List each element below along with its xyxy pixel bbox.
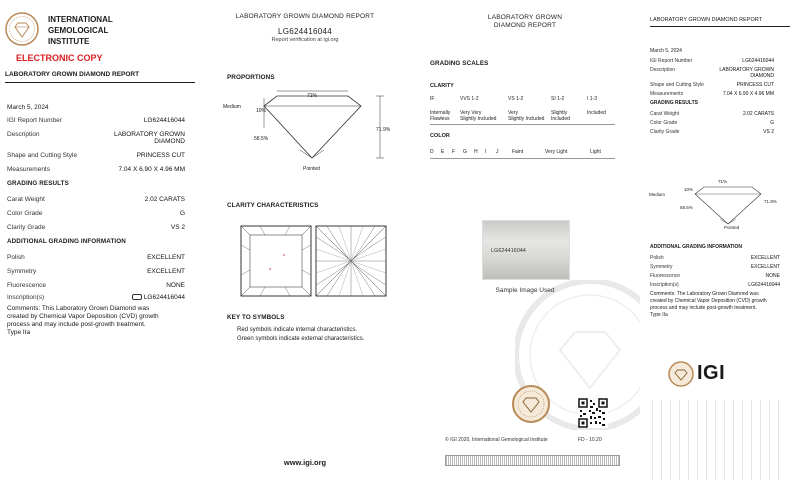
- comments-line-4: Type IIa: [650, 312, 668, 318]
- row-label: Fluorescence: [650, 273, 681, 279]
- clarity-grade-vvs: VVS 1-2: [460, 96, 479, 102]
- description-line-2: DIAMOND: [154, 138, 185, 145]
- pavilion-percent: 58.5%: [254, 136, 269, 142]
- sample-inscription-text: LG624416044: [491, 248, 526, 254]
- mini-depth-percent: 71.9%: [764, 199, 777, 204]
- row-label: Inscription(s): [7, 294, 45, 301]
- security-strip: [445, 455, 620, 466]
- row-label: Clarity Grade: [650, 129, 680, 135]
- comments-line-3: process and may include post-growth treatment.: [650, 305, 757, 311]
- row-value: G: [179, 210, 185, 217]
- grading-results-heading: GRADING RESULTS: [7, 180, 69, 187]
- girdle-label: Medium: [223, 104, 241, 110]
- sample-inscription-image: [482, 220, 570, 280]
- report-date: March 5, 2024: [650, 48, 682, 54]
- proportions-heading: PROPORTIONS: [227, 74, 275, 81]
- description-row: [7, 131, 185, 145]
- row-value: EXCELLENT: [750, 264, 780, 270]
- verification-text: Report verification at igi.org: [271, 37, 339, 43]
- carat-row: [650, 111, 774, 117]
- clarity-grade-vs: VS 1-2: [508, 96, 524, 102]
- row-label: Fluorescence: [7, 282, 47, 289]
- shape-row: [7, 152, 185, 159]
- igi-seal-logo: [5, 12, 39, 46]
- clarity-desc-vs-1: Very: [508, 110, 519, 116]
- color-grade-very-light: Very Light: [545, 149, 568, 155]
- org-name-line-1: INTERNATIONAL: [48, 15, 113, 24]
- culet-label: Pointed: [303, 166, 320, 172]
- row-value: VS 2: [763, 129, 774, 135]
- org-name-line-2: GEMOLOGICAL: [48, 26, 109, 35]
- clarity-grade-si: SI 1-2: [551, 96, 565, 102]
- row-value: VS 2: [170, 224, 185, 231]
- row-value: LG624416044: [143, 117, 185, 124]
- report-number-row: [650, 58, 774, 64]
- org-name-line-3: INSTITUTE: [48, 37, 90, 46]
- fluorescence-row: [7, 282, 185, 289]
- comments-line-4: Type IIa: [7, 329, 31, 336]
- depth-percent: 71.9%: [376, 127, 391, 133]
- comments-line-3: process and may include post-growth treatment.: [7, 321, 146, 328]
- row-label: IGI Report Number: [7, 117, 62, 124]
- comments-line-2: created by Chemical Vapor Deposition (CVD) growth: [7, 313, 159, 320]
- proportions-panel: [205, 0, 405, 486]
- clarity-plot-pavilion: [315, 225, 387, 297]
- divider: [650, 26, 790, 27]
- stub-panel: [640, 0, 800, 486]
- mini-table-percent: 71%: [718, 179, 728, 184]
- carat-row: [7, 196, 185, 203]
- table-percent: 71%: [307, 93, 318, 99]
- color-grade-row: [650, 120, 774, 126]
- clarity-grade-i: I 1-3: [587, 96, 598, 102]
- color-scale-line: [430, 158, 615, 159]
- color-grade: F: [452, 149, 456, 155]
- row-value: NONE: [765, 273, 780, 279]
- row-label: Shape and Cutting Style: [650, 82, 704, 88]
- row-value: EXCELLENT: [750, 255, 780, 261]
- clarity-desc-vvs-2: Slightly Included: [460, 116, 497, 122]
- clarity-characteristics-heading: CLARITY CHARACTERISTICS: [227, 202, 319, 209]
- clarity-desc-if-1: Internally: [430, 110, 451, 116]
- igi-brand-seal-icon: [668, 361, 694, 387]
- color-grade: H: [474, 149, 478, 155]
- color-grade: G: [463, 149, 467, 155]
- electronic-copy-label: ELECTRONIC COPY: [16, 53, 103, 63]
- clarity-plot-crown: [240, 225, 312, 297]
- mini-pavilion-percent: 58.5%: [680, 205, 693, 210]
- igi-brand-logo: IGI: [697, 362, 726, 384]
- row-value: LG624416044: [748, 282, 780, 288]
- row-value: EXCELLENT: [147, 268, 185, 275]
- row-label: Carat Weight: [7, 196, 45, 203]
- col4-title: LABORATORY GROWN DIAMOND REPORT: [650, 17, 762, 23]
- description-line-1: LABORATORY GROWN: [113, 131, 185, 138]
- mini-culet-label: Pointed: [724, 225, 740, 230]
- row-value: [132, 294, 185, 301]
- row-label: Carat Weight: [650, 111, 680, 117]
- inscription-value: LG624416044: [143, 294, 185, 301]
- gold-seal-icon: [512, 385, 550, 423]
- form-code: FD - 10.20: [578, 437, 602, 443]
- report-number-row: [7, 117, 185, 124]
- polish-row: [650, 255, 780, 261]
- row-value: [719, 67, 774, 79]
- row-value: PRINCESS CUT: [736, 82, 774, 88]
- row-value: 7.04 X 6.90 X 4.96 MM: [722, 91, 774, 97]
- clarity-desc-if-2: Flawless: [430, 116, 450, 122]
- measurements-row: [650, 91, 774, 97]
- additional-info-heading: ADDITIONAL GRADING INFORMATION: [650, 244, 743, 250]
- row-value: EXCELLENT: [147, 254, 185, 261]
- color-grade-row: [7, 210, 185, 217]
- row-value: PRINCESS CUT: [136, 152, 185, 159]
- row-value: G: [770, 120, 774, 126]
- clarity-desc-vs-2: Slightly Included: [508, 116, 545, 122]
- mini-girdle-label: Medium: [649, 192, 666, 197]
- grading-scales-panel: [420, 0, 630, 486]
- report-title: LABORATORY GROWN DIAMOND REPORT: [5, 71, 140, 78]
- row-label: Description: [7, 131, 40, 138]
- row-value: NONE: [166, 282, 185, 289]
- color-scale-heading: COLOR: [430, 133, 450, 139]
- proportions-diagram: [220, 88, 400, 178]
- crown-percent: 10%: [256, 108, 267, 114]
- row-label: Color Grade: [650, 120, 678, 126]
- fluorescence-row: [650, 273, 780, 279]
- key-red-text: Red symbols indicate internal characteristics.: [237, 327, 358, 333]
- row-value: LG624416044: [742, 58, 774, 64]
- website-link[interactable]: www.igi.org: [283, 458, 327, 467]
- comments-line-2: created by Chemical Vapor Deposition (CVD) growth: [650, 298, 767, 304]
- row-value: 2.02 CARATS: [144, 196, 185, 203]
- shape-row: [650, 82, 774, 88]
- col3-title-line-2: DIAMOND REPORT: [493, 22, 557, 29]
- color-grade: E: [441, 149, 445, 155]
- key-to-symbols-heading: KEY TO SYMBOLS: [227, 314, 285, 321]
- key-green-text: Green symbols indicate external characteristics.: [237, 336, 365, 342]
- comments-line-1: Comments: This Laboratory Grown Diamond was: [7, 305, 150, 312]
- clarity-desc-i: Included: [587, 110, 606, 116]
- clarity-scale-heading: CLARITY: [430, 83, 454, 89]
- color-grade: I: [485, 149, 487, 155]
- row-label: IGI Report Number: [650, 58, 693, 64]
- color-grade: J: [496, 149, 499, 155]
- grading-results-heading: GRADING RESULTS: [650, 100, 698, 106]
- clarity-grade-if: IF: [430, 96, 435, 102]
- clarity-scale-line: [430, 124, 615, 125]
- clarity-grade-row: [650, 129, 774, 135]
- row-value: 2.02 CARATS: [742, 111, 774, 117]
- row-value: [114, 131, 185, 145]
- row-label: Clarity Grade: [7, 224, 46, 231]
- row-label: Polish: [650, 255, 664, 261]
- row-value: 7.04 X 6.90 X 4.96 MM: [118, 166, 185, 173]
- mini-crown-percent: 10%: [684, 187, 694, 192]
- inscription-icon: [132, 294, 142, 300]
- grading-scales-heading: GRADING SCALES: [430, 60, 489, 67]
- comments-line-1: Comments: The Laboratory Grown Diamond was: [650, 291, 759, 297]
- description-line-2: DIAMOND: [750, 73, 774, 79]
- copyright-text: © IGI 2020, International Gemological Institute: [445, 437, 548, 443]
- report-number: LG624416044: [277, 27, 332, 36]
- clarity-desc-vvs-1: Very Very: [460, 110, 482, 116]
- col2-title: LABORATORY GROWN DIAMOND REPORT: [235, 13, 375, 20]
- color-grade-faint: Faint: [512, 149, 524, 155]
- description-line-1: LABORATORY GROWN: [719, 67, 774, 73]
- row-label: Polish: [7, 254, 25, 261]
- row-label: Inscription(s): [650, 282, 679, 288]
- row-label: Measurements: [650, 91, 684, 97]
- row-label: Description: [650, 67, 676, 73]
- clarity-desc-si-1: Slightly: [551, 110, 568, 116]
- report-summary-panel: [0, 0, 200, 486]
- row-label: Measurements: [7, 166, 50, 173]
- color-grade: D: [430, 149, 434, 155]
- row-label: Color Grade: [7, 210, 43, 217]
- additional-info-heading: ADDITIONAL GRADING INFORMATION: [7, 238, 126, 245]
- polish-row: [7, 254, 185, 261]
- clarity-desc-si-2: Included: [551, 116, 570, 122]
- clarity-grade-row: [7, 224, 185, 231]
- row-label: Symmetry: [7, 268, 37, 275]
- description-row: [650, 67, 774, 79]
- row-label: Shape and Cutting Style: [7, 152, 78, 159]
- row-label: Symmetry: [650, 264, 673, 270]
- measurements-row: [7, 166, 185, 173]
- symmetry-row: [7, 268, 185, 275]
- divider: [5, 82, 195, 83]
- sample-caption: Sample Image Used: [495, 287, 555, 294]
- symmetry-row: [650, 264, 780, 270]
- inscription-row: [650, 282, 780, 288]
- color-grade-light: Light: [590, 149, 601, 155]
- rotated-summary-microprint: [652, 400, 780, 480]
- col3-title-line-1: LABORATORY GROWN: [487, 14, 563, 21]
- inscription-row: [7, 294, 185, 301]
- report-date: March 5, 2024: [7, 104, 49, 111]
- qr-code[interactable]: [578, 398, 608, 428]
